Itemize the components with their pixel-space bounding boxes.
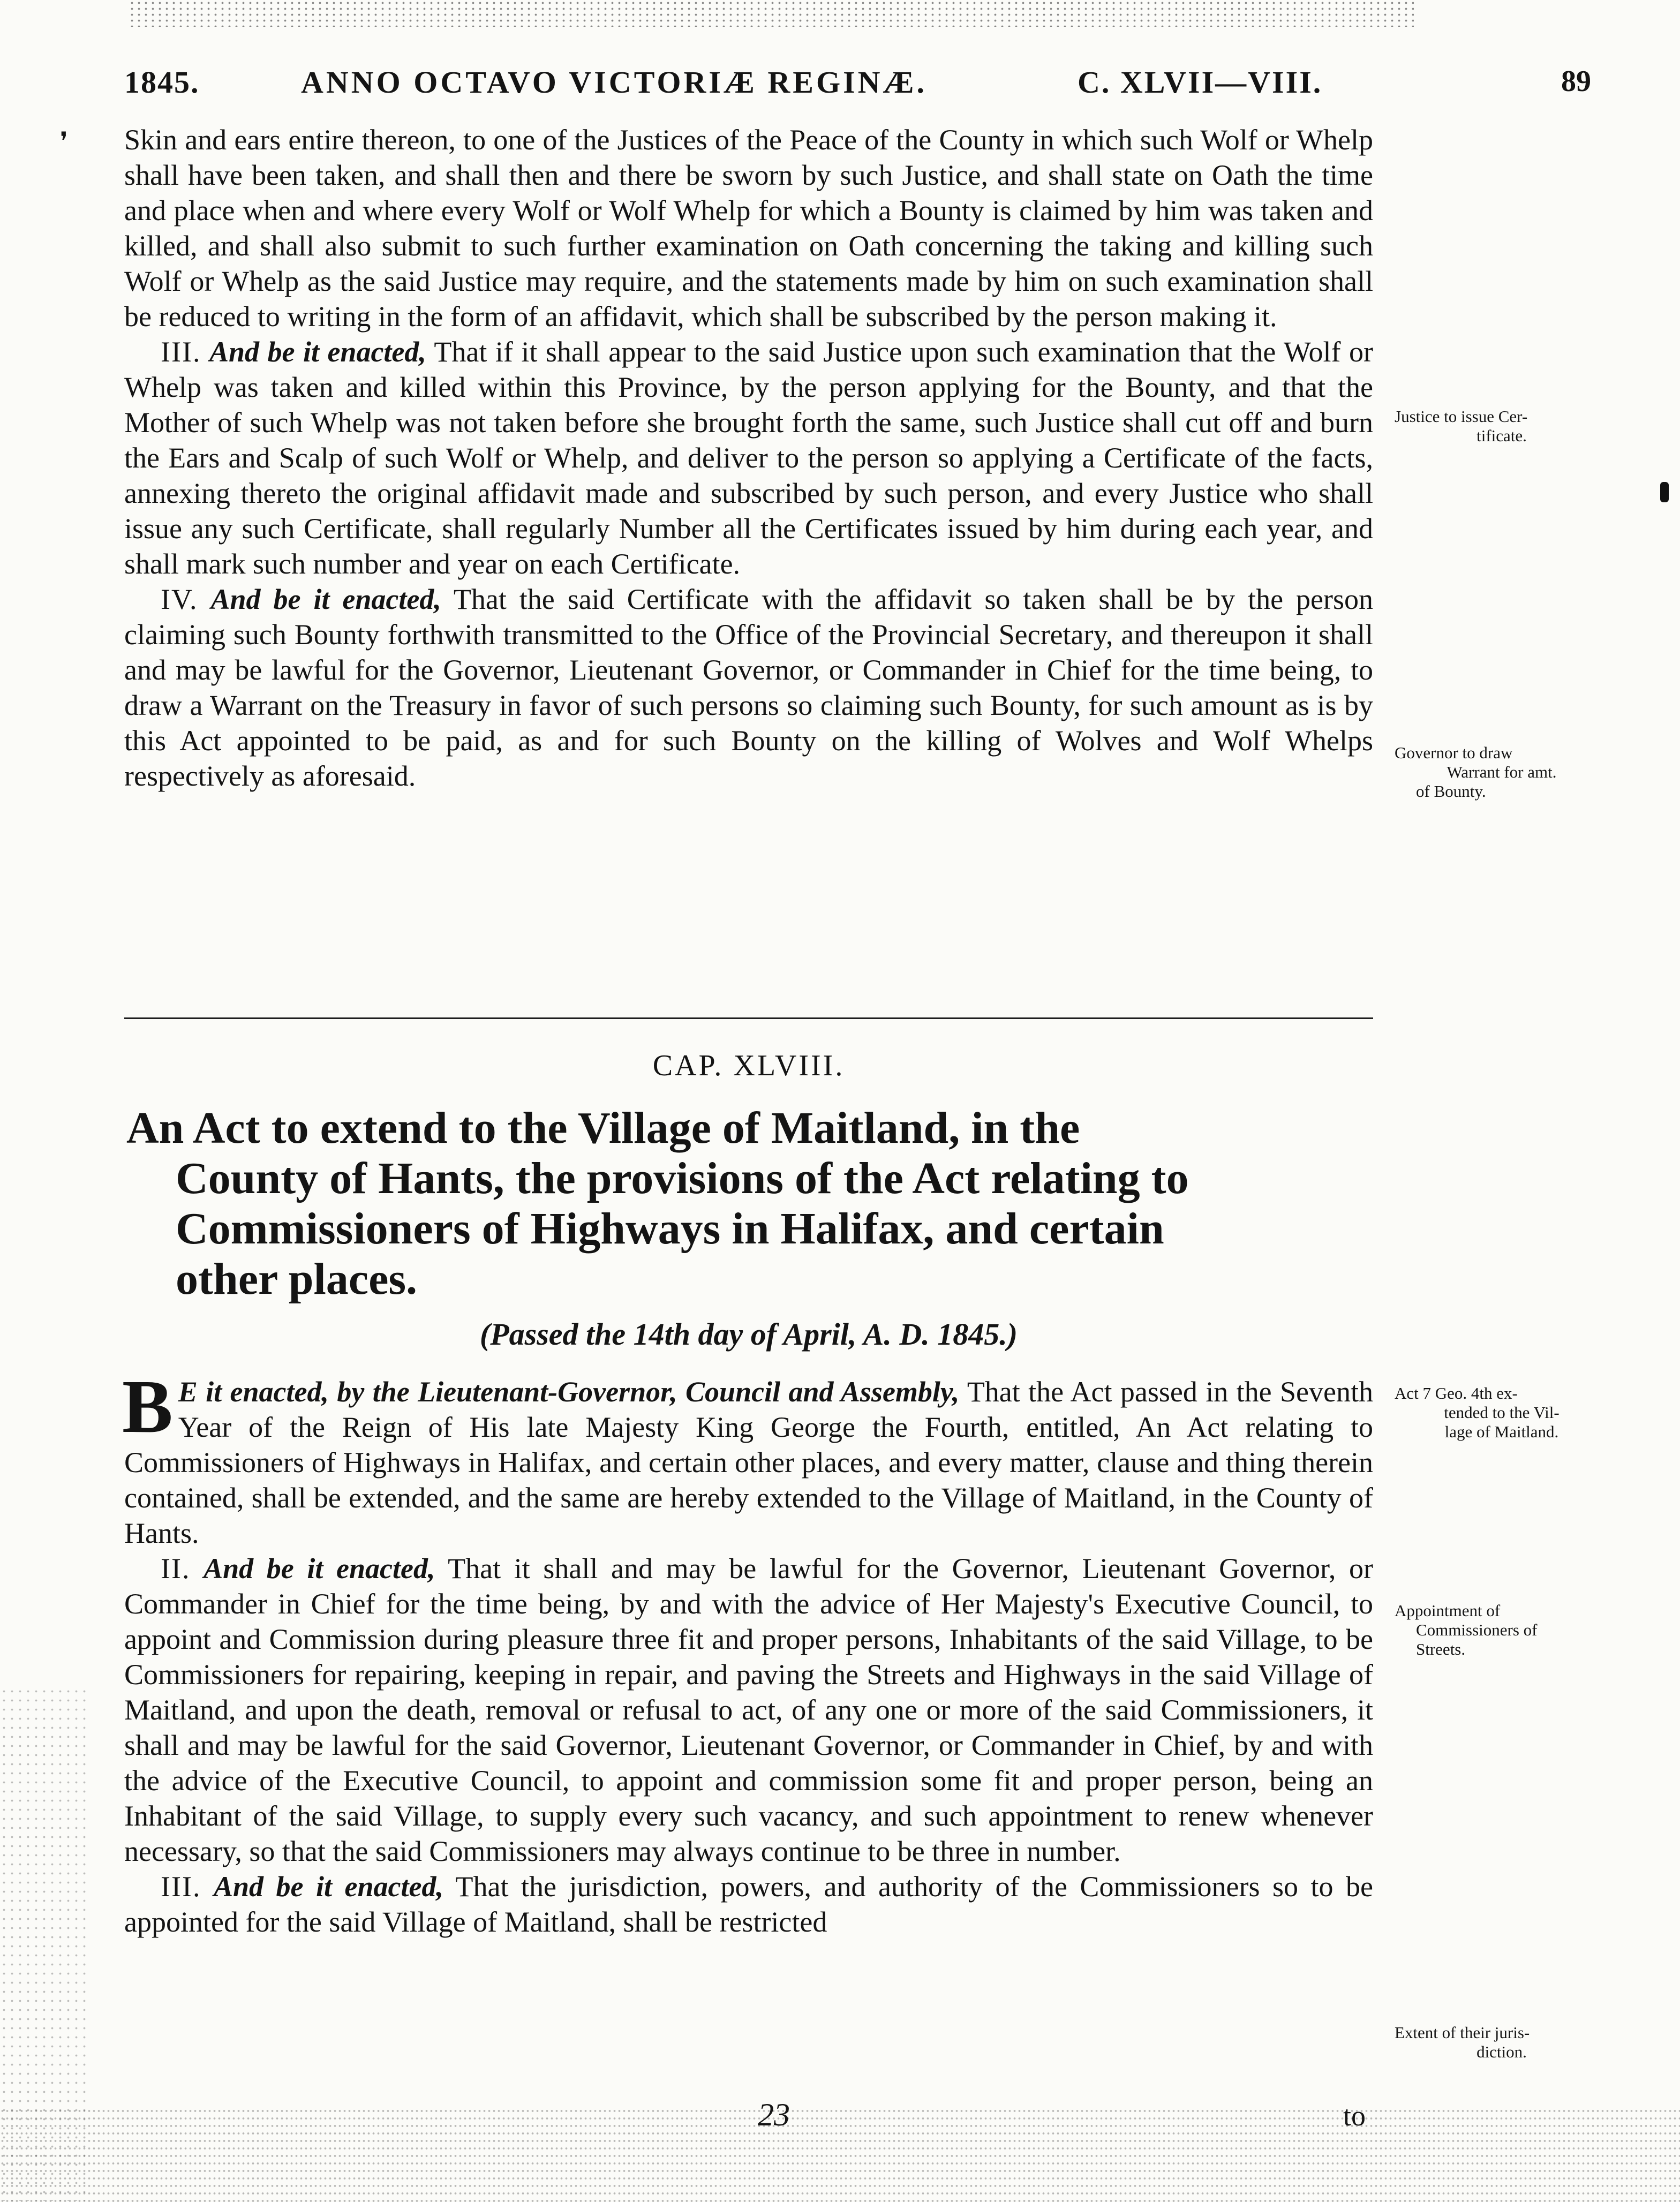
- scan-noise-bottom: [0, 2107, 1680, 2202]
- page-number: 89: [1561, 65, 1591, 98]
- section-number: II.: [161, 1552, 191, 1585]
- section-text: That if it shall appear to the said Justice upon such examination that the Wolf or Whelp was taken and killed within this Province, by the person applying for the Bounty, and that the Mother of such Whelp was not taken before she brought forth the same, such Justice shall cut off and burn the Ears and Scalp of such Wolf or Whelp, and deliver to the person so applying a Certificate of the facts, annexing thereto the original affidavit made and subscribed by such person, and every Justice who shall issue any such Certificate, shall regularly Number all the Certificates issued by him during each year, and shall mark such number and year on each Certificate.: [124, 336, 1373, 580]
- stray-mark: [1660, 482, 1669, 502]
- marginal-note-jurisdiction: Extent of their juris- diction.: [1395, 2023, 1530, 2061]
- chapter-heading: CAP. XLVIII.: [652, 1049, 845, 1082]
- enacting-clause: And be it enacted,: [204, 1552, 435, 1585]
- drop-cap: B: [122, 1364, 173, 1449]
- section-number: IV.: [161, 583, 198, 615]
- header-title: ANNO OCTAVO VICTORIÆ REGINÆ.: [301, 65, 928, 100]
- section-text: That the said Certificate with the affidavit so taken shall be by the person claiming such Bounty forthwith transmitted to the Office of the Provincial Secretary, and thereupon it shall and may be lawful for the Governor, Lieutenant Governor, or Commander in Chief for the time being, to draw a Warrant on the Treasury in favor of such persons so claiming such Bounty, for such amount as is by this Act appointed to be paid, as and for such Bounty on the killing of Wolves and Wolf Whelps respectively as aforesaid.: [124, 583, 1373, 792]
- passed-date: (Passed the 14th day of April, A. D. 1845.): [479, 1317, 1018, 1352]
- section-2-paragraph: [124, 1551, 1373, 1869]
- header-chapter: C. XLVII—VIII.: [1078, 65, 1323, 100]
- section-text: That it shall and may be lawful for the Governor, Lieutenant Governor, or Commander in Chief for the time being, by and with the advice of Her Majesty's Executive Council, to appoint and Commission during pleasure three fit and proper persons, Inhabitants of the said Village, to be Commissioners for repairing, keeping in repair, and paving the Streets and Highways in the said Village of Maitland, and upon the death, removal or refusal to act, of any one or more of the said Commissioners, it shall and may be lawful for the said Governor, Lieutenant Governor, or Commander in Chief, by and with the advice of the Executive Council, to appoint and commission some fit and proper person, being an Inhabitant of the said Village, to supply every such vacancy, and such appointment to renew whenever necessary, so that the said Commissioners may always continue to be three in number.: [124, 1552, 1373, 1867]
- section-number: III.: [161, 336, 201, 368]
- section-3-paragraph: [124, 1869, 1373, 1940]
- section-4-paragraph: [124, 582, 1373, 794]
- act-title-line: other places.: [176, 1254, 418, 1304]
- act-title-line: An Act to extend to the Village of Maitland, in the: [126, 1103, 1080, 1153]
- marginal-note-warrant: Governor to draw Warrant for amt. of Bounty.: [1395, 743, 1557, 801]
- act-title-line: Commissioners of Highways in Halifax, and certain: [176, 1204, 1164, 1254]
- text-block-cap-48: [122, 1364, 1373, 1940]
- act-title: [126, 1103, 1374, 1304]
- scan-noise-top: [129, 0, 1414, 27]
- marginal-note-appointment: Appointment of Commissioners of Streets.: [1395, 1601, 1538, 1658]
- catchword: to: [1343, 2100, 1366, 2132]
- paragraph-continuation: Skin and ears entire thereon, to one of the Justices of the Peace of the County in which such Wolf or Whelp shall have been taken, and shall then and there be sworn by such Justice, and shall state on Oath the time and place when and where every Wolf or Wolf Whelp for which a Bounty is claimed by him was taken and killed, and shall also submit to such further examination on Oath concerning the taking and killing such Wolf or Whelp as the said Justice may require, and the statements made by him on such examination shall be reduced to writing in the form of an affidavit, which shall be subscribed by the person making it.: [124, 124, 1373, 333]
- scan-noise-left: [0, 1687, 86, 2201]
- marginal-note-certificate: Justice to issue Cer- tificate.: [1395, 407, 1528, 445]
- stray-mark: ❜: [60, 127, 68, 155]
- running-header: [124, 64, 1602, 107]
- section-number: III.: [161, 1871, 201, 1903]
- enacting-clause: And be it enacted,: [209, 336, 426, 368]
- section-divider: [124, 1017, 1373, 1019]
- section-1-paragraph: [122, 1364, 1373, 1551]
- header-year: 1845.: [124, 65, 200, 100]
- enacting-clause: E it enacted, by the Lieutenant-Governor, Council and Assembly,: [178, 1376, 960, 1408]
- signature-mark: 23: [758, 2097, 790, 2132]
- section-text: That the jurisdiction, powers, and authority of the Commissioners so to be appointed for the said Village of Maitland, shall be restricted: [124, 1871, 1373, 1938]
- text-block-cap-47: [124, 122, 1373, 794]
- marginal-note-maitland: Act 7 Geo. 4th ex- tended to the Vil- lage of Maitland.: [1395, 1384, 1560, 1441]
- section-3-paragraph: [124, 334, 1373, 582]
- act-title-line: County of Hants, the provisions of the Act relating to: [176, 1153, 1189, 1203]
- enacting-clause: And be it enacted,: [213, 1871, 443, 1903]
- enacting-clause: And be it enacted,: [210, 583, 441, 615]
- section-text: That the Act passed in the Seventh Year of the Reign of His late Majesty King George the Fourth, entitled, An Act relating to Commissioners of Highways in Halifax, and certain other places, and every matter, clause and thing therein contained, shall be extended, and the same are hereby extended to the Village of Maitland, in the County of Hants.: [124, 1376, 1373, 1549]
